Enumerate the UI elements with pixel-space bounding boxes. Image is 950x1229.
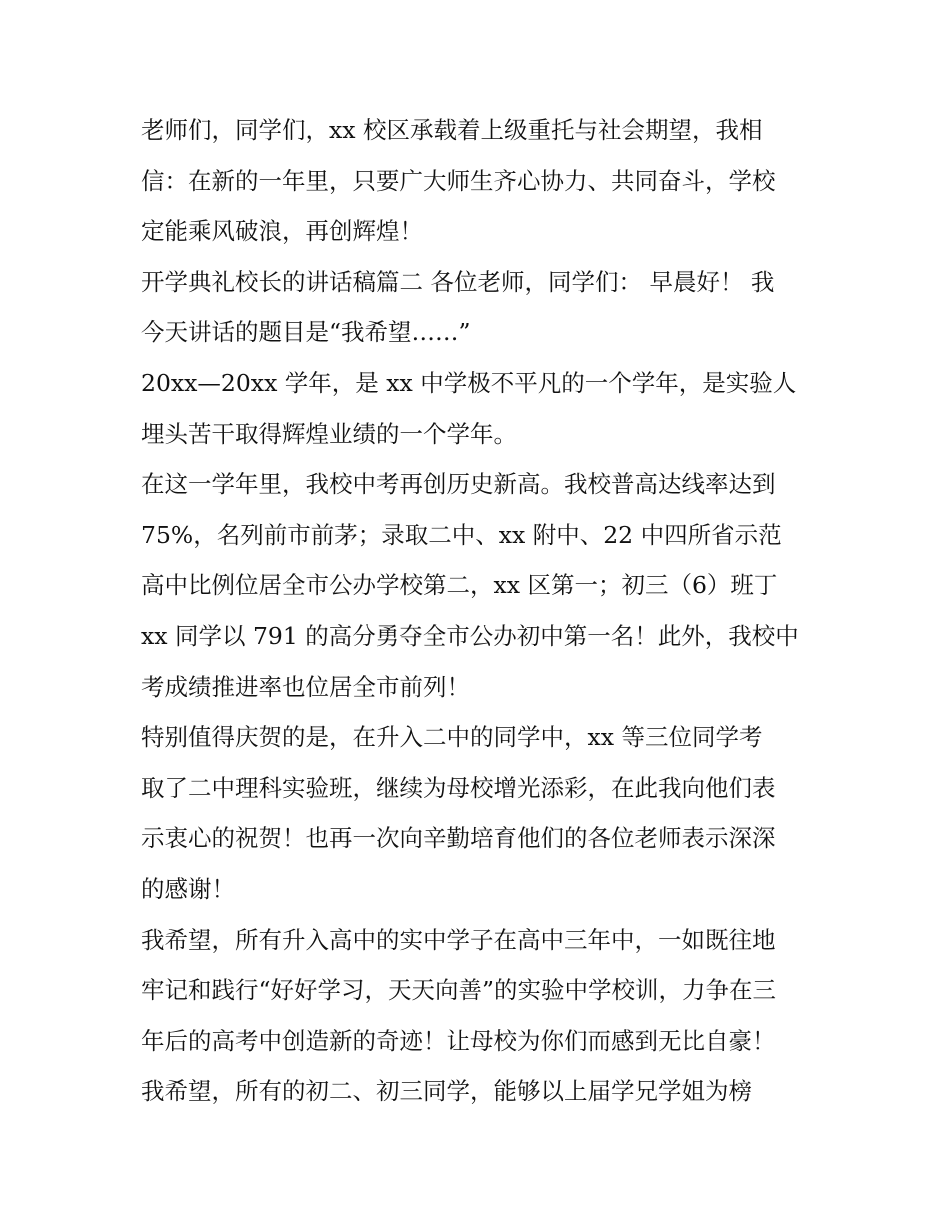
text-line: 定能乘风破浪，再创辉煌！	[141, 217, 423, 246]
text-line: 的感谢！	[141, 874, 235, 903]
text-line: 20xx—20xx 学年，是 xx 中学极不平凡的一个学年，是实验人	[141, 368, 797, 397]
text-line: 开学典礼校长的讲话稿篇二 各位老师，同学们： 早晨好！ 我	[141, 267, 775, 296]
text-line: 埋头苦干取得辉煌业绩的一个学年。	[141, 419, 517, 448]
text-line: 示衷心的祝贺！也再一次向辛勤培育他们的各位老师表示深深	[141, 824, 776, 853]
text-line: 取了二中理科实验班，继续为母校增光添彩，在此我向他们表	[141, 773, 776, 802]
text-line: 75%，名列前市前茅；录取二中、xx 附中、22 中四所省示范	[141, 520, 782, 549]
text-line: 我希望，所有的初二、初三同学，能够以上届学兄学姐为榜	[141, 1077, 752, 1106]
text-line: 年后的高考中创造新的奇迹！让母校为你们而感到无比自豪！	[141, 1026, 776, 1055]
text-line: 信：在新的一年里，只要广大师生齐心协力、共同奋斗，学校	[141, 166, 776, 195]
text-line: 高中比例位居全市公办学校第二，xx 区第一；初三（6）班丁	[141, 571, 778, 600]
text-line: 特别值得庆贺的是，在升入二中的同学中，xx 等三位同学考	[141, 723, 763, 752]
text-line: 今天讲话的题目是“我希望……”	[141, 318, 471, 347]
text-line: 考成绩推进率也位居全市前列！	[141, 672, 470, 701]
text-line: 在这一学年里，我校中考再创历史新高。我校普高达线率达到	[141, 470, 776, 499]
text-line: xx 同学以 791 的高分勇夺全市公办初中第一名！此外，我校中	[141, 621, 799, 650]
body-text	[141, 105, 821, 1117]
text-line: 牢记和践行“好好学习，天天向善”的实验中学校训，力争在三	[141, 976, 777, 1005]
text-line: 我希望，所有升入高中的实中学子在高中三年中，一如既往地	[141, 925, 776, 954]
text-line: 老师们，同学们，xx 校区承载着上级重托与社会期望，我相	[141, 116, 763, 144]
